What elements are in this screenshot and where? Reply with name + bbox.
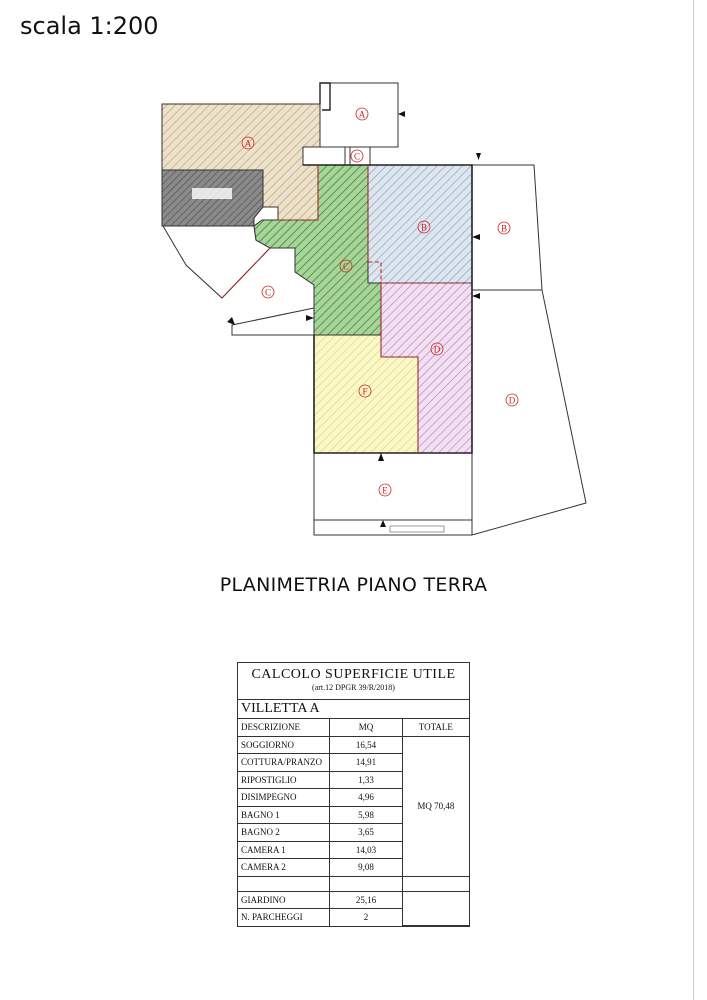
row-label: COTTURA/PRANZO — [238, 754, 330, 772]
table-header — [238, 663, 469, 700]
total-value: MQ 70,48 — [402, 736, 469, 876]
table-spacer-row — [238, 876, 469, 891]
row-label: GIARDINO — [238, 891, 330, 909]
row-label: BAGNO 2 — [238, 824, 330, 842]
zone-b-outer-label: B — [500, 223, 508, 234]
unit-name: VILLETTA A — [238, 700, 469, 719]
zone-c-label: C — [342, 261, 350, 272]
white-side-area — [163, 226, 270, 298]
row-value: 4,96 — [330, 789, 402, 807]
row-label: RIPOSTIGLIO — [238, 771, 330, 789]
zone-d-outer-label: D — [508, 395, 516, 406]
zone-c-outer-area — [232, 308, 314, 335]
zone-c-outer-label: C — [264, 287, 272, 298]
plan-title: PLANIMETRIA PIANO TERRA — [219, 574, 488, 596]
zone-e-outer-area — [314, 453, 472, 535]
row-value: 1,33 — [330, 771, 402, 789]
scale-label: scala 1:200 — [20, 12, 159, 40]
col-header-mq: MQ — [330, 719, 402, 736]
row-value: 14,91 — [330, 754, 402, 772]
row-label: BAGNO 1 — [238, 806, 330, 824]
col-header-total: TOTALE — [402, 719, 469, 736]
zone-d-label: D — [433, 344, 441, 355]
zone-d-outer-area — [472, 290, 586, 535]
zone-f-label: F — [362, 386, 368, 397]
area-table — [238, 719, 469, 926]
table-title: CALCOLO SUPERFICIE UTILE — [251, 667, 456, 682]
zone-b-label: B — [420, 222, 428, 233]
table-subtitle: (art.12 DPGR 39/R/2018) — [312, 683, 395, 692]
row-label: SOGGIORNO — [238, 736, 330, 754]
zone-c-top-label: C — [353, 151, 361, 162]
row-value: 5,98 — [330, 806, 402, 824]
row-value: 9,08 — [330, 859, 402, 877]
row-label: N. PARCHEGGI — [238, 909, 330, 926]
zone-a-label: A — [244, 138, 252, 149]
row-value: 14,03 — [330, 841, 402, 859]
zone-a-outer-label: A — [358, 109, 366, 120]
row-label: CAMERA 1 — [238, 841, 330, 859]
row-value: 3,65 — [330, 824, 402, 842]
area-calculation-table — [237, 662, 470, 927]
col-header-description: DESCRIZIONE — [238, 719, 330, 736]
zone-e-outer-label: E — [382, 485, 388, 496]
table-row — [238, 736, 469, 754]
row-label: DISIMPEGNO — [238, 789, 330, 807]
table-header-row — [238, 719, 469, 736]
row-value: 25,16 — [330, 891, 402, 909]
row-value: 16,54 — [330, 736, 402, 754]
row-value: 2 — [330, 909, 402, 926]
table-row — [238, 891, 469, 909]
row-label: CAMERA 2 — [238, 859, 330, 877]
